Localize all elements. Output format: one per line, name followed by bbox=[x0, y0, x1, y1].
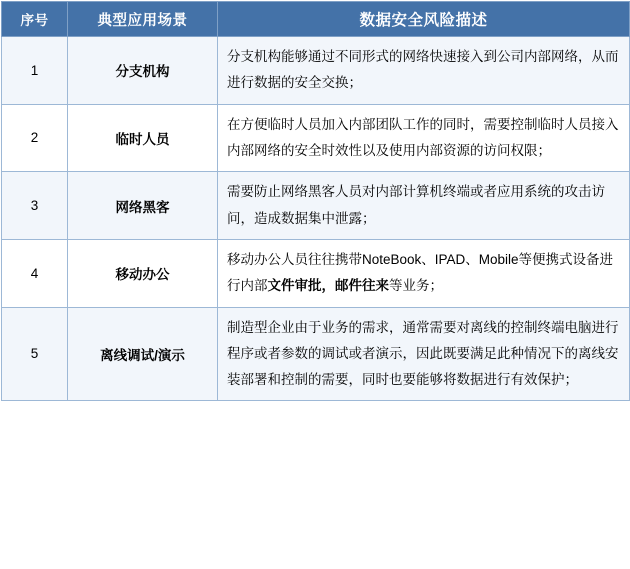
cell-risk-description bbox=[218, 172, 630, 240]
table-row bbox=[2, 37, 630, 105]
table-header bbox=[2, 2, 630, 37]
description-text: 制造型企业由于业务的需求，通常需要对离线的控制终端电脑进行程序或者参数的调试或者演示，因此既要满足此种情况下的离线安装部署和控制的需要，同时也要能够将数据进行有效保护； bbox=[227, 319, 619, 388]
cell-risk-description bbox=[218, 104, 630, 172]
cell-risk-description bbox=[218, 239, 630, 307]
cell-sequence-number: 1 bbox=[2, 37, 68, 105]
table-row bbox=[2, 172, 630, 240]
description-text: 等业务； bbox=[389, 278, 443, 294]
cell-scenario: 移动办公 bbox=[68, 239, 218, 307]
cell-scenario: 网络黑客 bbox=[68, 172, 218, 240]
cell-risk-description bbox=[218, 37, 630, 105]
cell-sequence-number: 3 bbox=[2, 172, 68, 240]
cell-scenario: 分支机构 bbox=[68, 37, 218, 105]
table-row bbox=[2, 239, 630, 307]
cell-scenario: 离线调试/演示 bbox=[68, 307, 218, 401]
column-header-seq: 序号 bbox=[2, 2, 68, 37]
cell-risk-description bbox=[218, 307, 630, 401]
description-text: 需要防止网络黑客人员对内部计算机终端或者应用系统的攻击访问，造成数据集中泄露； bbox=[227, 184, 605, 226]
table-row bbox=[2, 307, 630, 401]
description-emphasis: 文件审批，邮件往来 bbox=[267, 278, 389, 294]
cell-scenario: 临时人员 bbox=[68, 104, 218, 172]
description-text: 移动办公人员往往携带NoteBook、IPAD、Mobile等便携式设备进行内部 bbox=[227, 251, 614, 294]
table-body bbox=[2, 37, 630, 401]
cell-sequence-number: 5 bbox=[2, 307, 68, 401]
table-header-row bbox=[2, 2, 630, 37]
column-header-desc: 数据安全风险描述 bbox=[218, 2, 630, 37]
description-text: 分支机构能够通过不同形式的网络快速接入到公司内部网络，从而进行数据的安全交换； bbox=[227, 49, 619, 91]
cell-sequence-number: 4 bbox=[2, 239, 68, 307]
column-header-scene: 典型应用场景 bbox=[68, 2, 218, 37]
table-row bbox=[2, 104, 630, 172]
description-text: 在方便临时人员加入内部团队工作的同时，需要控制临时人员接入内部网络的安全时效性以及使用内部资源的访问权限； bbox=[227, 116, 619, 158]
risk-table bbox=[1, 1, 630, 401]
cell-sequence-number: 2 bbox=[2, 104, 68, 172]
